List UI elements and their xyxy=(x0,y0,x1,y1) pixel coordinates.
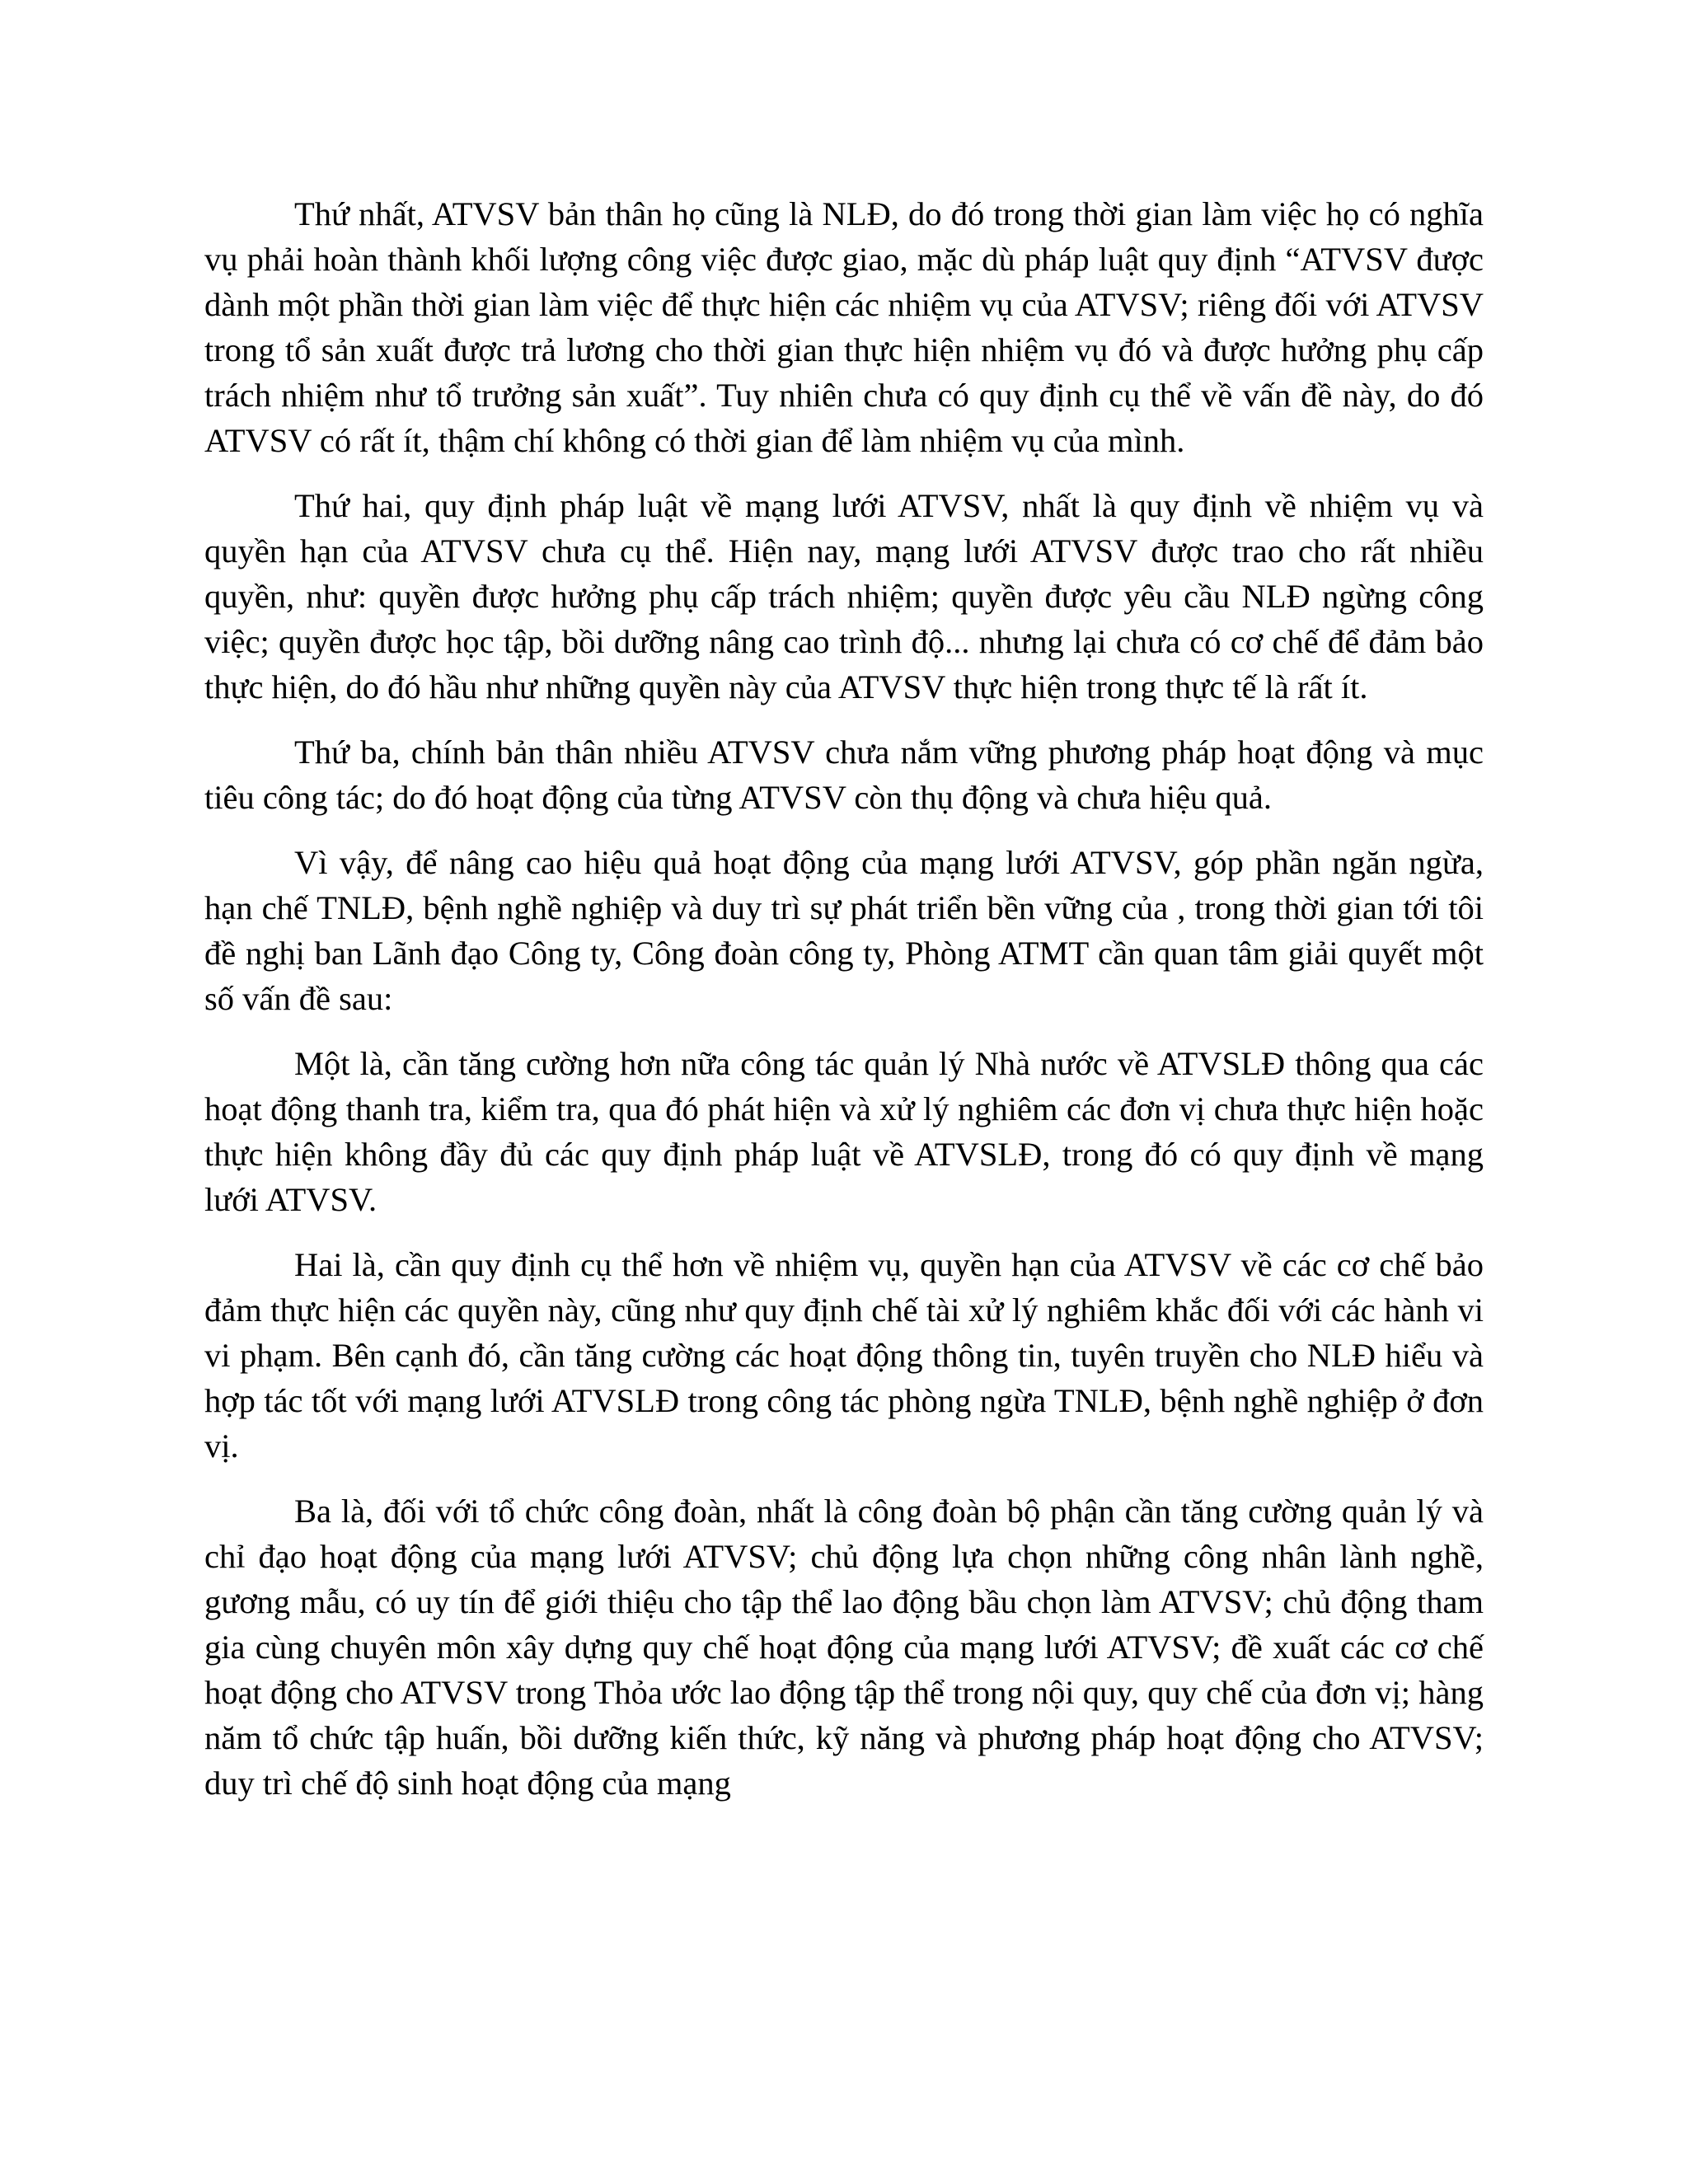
paragraph-ba-la: Ba là, đối với tổ chức công đoàn, nhất là công đoàn bộ phận cần tăng cường quản lý và chỉ đạo hoạt động của mạng lưới ATVSV; chủ động lựa chọn những công nhân lành nghề, gương mẫu, có uy tín để giới thiệu cho tập thể lao động bầu chọn làm ATVSV; chủ động tham gia cùng chuyên môn xây dựng quy chế hoạt động của mạng lưới ATVSV; đề xuất các cơ chế hoạt động cho ATVSV trong Thỏa ước lao động tập thể trong nội quy, quy chế của đơn vị; hàng năm tổ chức tập huấn, bồi dưỡng kiến thức, kỹ năng và phương pháp hoạt động cho ATVSV; duy trì chế độ sinh hoạt động của mạng xyxy=(204,1493,1484,1802)
paragraph-thu-nhat: Thứ nhất, ATVSV bản thân họ cũng là NLĐ, do đó trong thời gian làm việc họ có nghĩa vụ phải hoàn thành khối lượng công việc được giao, mặc dù pháp luật quy định “ATVSV được dành một phần thời gian làm việc để thực hiện các nhiệm vụ của ATVSV; riêng đối với ATVSV trong tổ sản xuất được trả lương cho thời gian thực hiện nhiệm vụ đó và được hưởng phụ cấp trách nhiệm như tổ trưởng sản xuất”. Tuy nhiên chưa có quy định cụ thể về vấn đề này, do đó ATVSV có rất ít, thậm chí không có thời gian để làm nhiệm vụ của mình. xyxy=(204,195,1484,459)
paragraph-mot-la: Một là, cần tăng cường hơn nữa công tác quản lý Nhà nước về ATVSLĐ thông qua các hoạt động thanh tra, kiểm tra, qua đó phát hiện và xử lý nghiêm các đơn vị chưa thực hiện hoặc thực hiện không đầy đủ các quy định pháp luật về ATVSLĐ, trong đó có quy định về mạng lưới ATVSV. xyxy=(204,1045,1484,1218)
paragraph-vi-vay: Vì vậy, để nâng cao hiệu quả hoạt động của mạng lưới ATVSV, góp phần ngăn ngừa, hạn chế TNLĐ, bệnh nghề nghiệp và duy trì sự phát triển bền vững của , trong thời gian tới tôi đề nghị ban Lãnh đạo Công ty, Công đoàn công ty, Phòng ATMT cần quan tâm giải quyết một số vấn đề sau: xyxy=(204,844,1484,1017)
paragraph-thu-ba: Thứ ba, chính bản thân nhiều ATVSV chưa nắm vững phương pháp hoạt động và mục tiêu công tác; do đó hoạt động của từng ATVSV còn thụ động và chưa hiệu quả. xyxy=(204,733,1484,816)
paragraph-hai-la: Hai là, cần quy định cụ thể hơn về nhiệm vụ, quyền hạn của ATVSV về các cơ chế bảo đảm thực hiện các quyền này, cũng như quy định chế tài xử lý nghiêm khắc đối với các hành vi vi phạm. Bên cạnh đó, cần tăng cường các hoạt động thông tin, tuyên truyền cho NLĐ hiểu và hợp tác tốt với mạng lưới ATVSLĐ trong công tác phòng ngừa TNLĐ, bệnh nghề nghiệp ở đơn vị. xyxy=(204,1246,1484,1465)
paragraph-thu-hai: Thứ hai, quy định pháp luật về mạng lưới ATVSV, nhất là quy định về nhiệm vụ và quyền hạn của ATVSV chưa cụ thể. Hiện nay, mạng lưới ATVSV được trao cho rất nhiều quyền, như: quyền được hưởng phụ cấp trách nhiệm; quyền được yêu cầu NLĐ ngừng công việc; quyền được học tập, bồi dưỡng nâng cao trình độ... nhưng lại chưa có cơ chế để đảm bảo thực hiện, do đó hầu như những quyền này của ATVSV thực hiện trong thực tế là rất ít. xyxy=(204,487,1484,705)
